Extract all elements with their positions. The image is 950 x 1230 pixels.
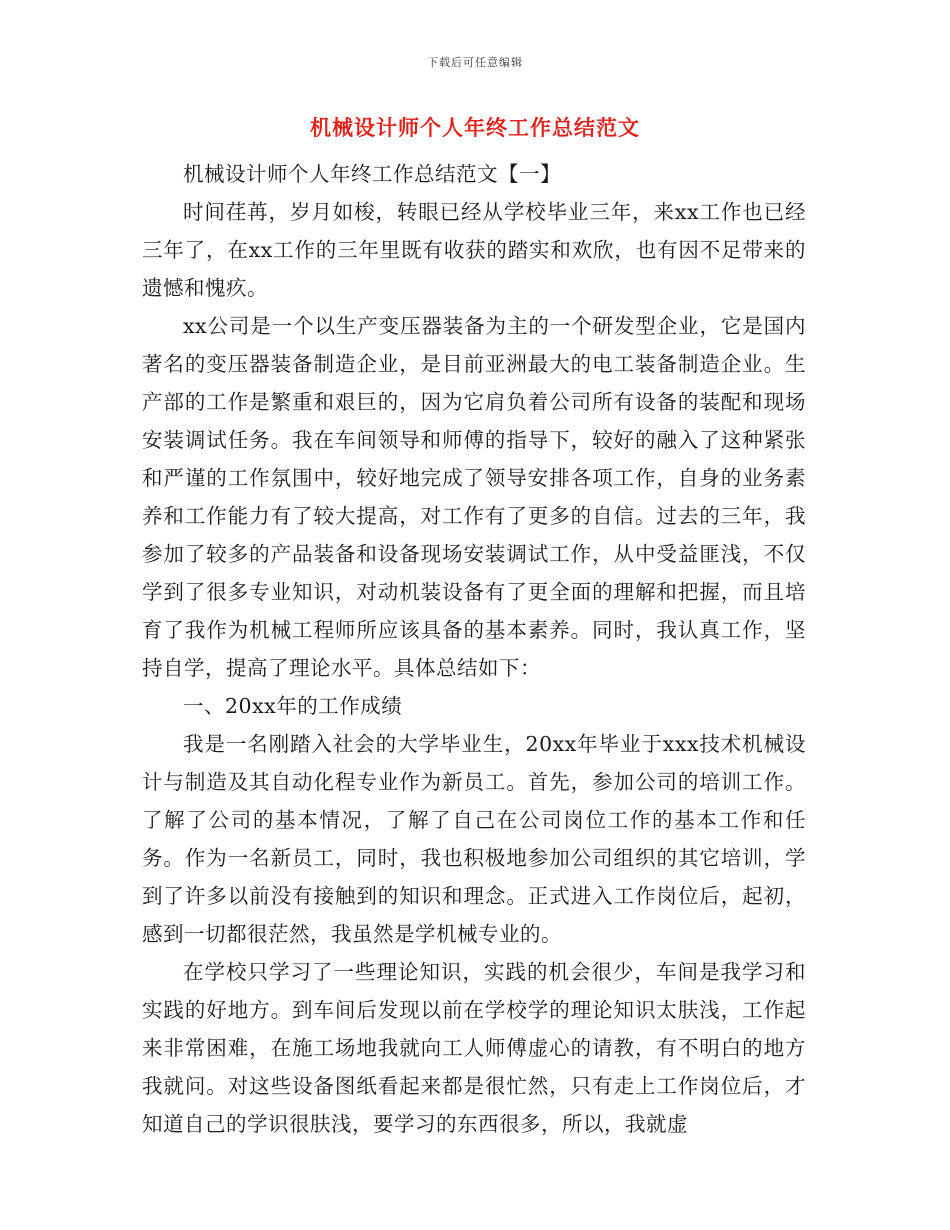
section-heading: 一、20xx年的工作成绩 [183,694,403,718]
paragraph: xx公司是一个以生产变压器装备为主的一个研发型企业，它是国内著名的变压器装备制造企业，是目前亚洲最大的电工装备制造企业。生产部的工作是繁重和艰巨的，因为它肩负着公司所有设备的装配和现场安装调试任务。我在车间领导和师傅的指导下，较好的融入了这种紧张和严谨的工作氛围中，较好地完成了领导安排各项工作，自身的业务素养和工作能力有了较大提高，对工作有了更多的自信。过去的三年，我参加了较多的产品装备和设备现场安装调试工作，从中受益匪浅，不仅学到了很多专业知识，对动机装设备有了更全面的理解和把握，而且培育了我作为机械工程师所应该具备的基本素养。同时，我认真工作，坚持自学，提高了理论水平。具体总结如下： [142,314,806,680]
paragraph-subtitle: 机械设计师个人年终工作总结范文【一】 [183,162,561,186]
paragraph: 时间荏苒，岁月如梭，转眼已经从学校毕业三年，来xx工作也已经三年了，在xx工作的三年里既有收获的踏实和欢欣，也有因不足带来的遗憾和愧疚。 [142,200,806,300]
document-title: 机械设计师个人年终工作总结范文 [310,115,640,140]
paragraph: 我是一名刚踏入社会的大学毕业生，20xx年毕业于xxx技术机械设计与制造及其自动化程专业作为新员工。首先，参加公司的培训工作。了解了公司的基本情况，了解了自己在公司岗位工作的基本工作和任务。作为一名新员工，同时，我也积极地参加公司组织的其它培训，学到了许多以前没有接触到的知识和理念。正式进入工作岗位后，起初，感到一切都很茫然，我虽然是学机械专业的。 [142,732,806,946]
header-note: 下载后可任意编辑 [427,56,523,69]
paragraph: 在学校只学习了一些理论知识，实践的机会很少，车间是我学习和实践的好地方。到车间后发现以前在学校学的理论知识太肤浅，工作起来非常困难，在施工场地我就向工人师傅虚心的请教，有不明白的地方我就问。对这些设备图纸看起来都是很忙然，只有走上工作岗位后，才知道自己的学识很肤浅，要学习的东西很多，所以，我就虚 [142,960,806,1136]
document-body [142,155,806,1143]
